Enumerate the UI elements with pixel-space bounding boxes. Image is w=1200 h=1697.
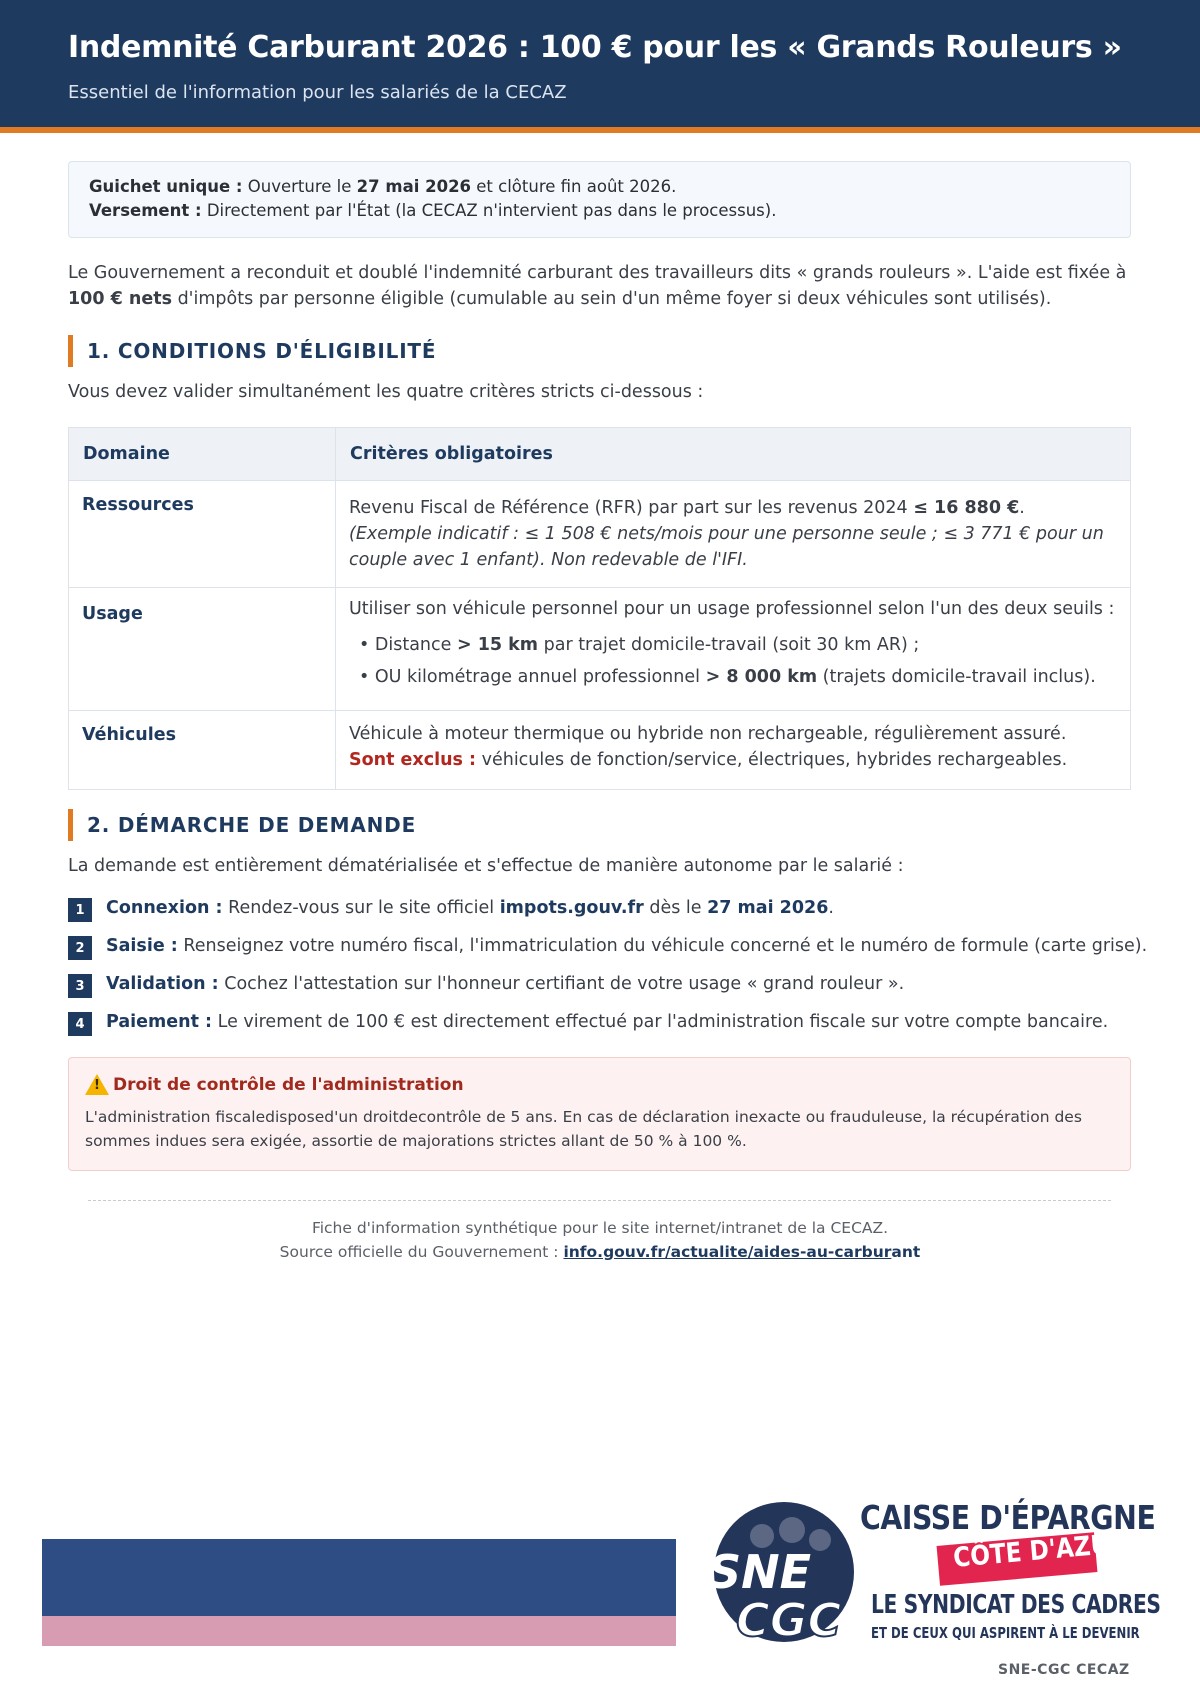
intro-paragraph — [68, 260, 1131, 312]
warning-icon: ! — [85, 1074, 109, 1095]
criteria-usage — [336, 588, 1131, 711]
list-item — [349, 629, 1117, 661]
step-number: 3 — [68, 974, 92, 998]
page-header — [0, 0, 1200, 133]
source-link[interactable]: info.gouv.fr/actualite/aides-au-carbur — [563, 1243, 892, 1261]
page-subtitle: Essentiel de l'information pour les salariés de la CECAZ — [68, 82, 567, 103]
redacted-signature-block — [42, 1539, 676, 1646]
column-header-criteria: Critères obligatoires — [336, 428, 1131, 481]
vehicules-text: Véhicule à moteur thermique ou hybride non rechargeable, régulièrement assuré. — [349, 724, 1067, 744]
usage-text: Utiliser son véhicule personnel pour un usage professionnel selon l'un des deux seuils : — [349, 599, 1115, 619]
domain-usage: Usage — [69, 588, 336, 711]
step-body-mid: dès le — [643, 898, 708, 918]
step-label: Paiement : — [106, 1012, 213, 1032]
intro-amount: 100 € nets — [68, 289, 173, 309]
table-row — [69, 481, 1131, 588]
versement-label: Versement : — [89, 201, 202, 220]
step-text — [106, 893, 834, 923]
step-label: Saisie : — [106, 936, 178, 956]
step-body: Le virement de 100 € est directement effectué par l'administration fiscale sur votre compte bancaire. — [212, 1012, 1109, 1032]
usage-b1-rest: par trajet domicile-travail (soit 30 km AR) ; — [538, 635, 920, 655]
versement-text: Directement par l'État (la CECAZ n'intervient pas dans le processus). — [201, 201, 777, 220]
footer-line-2 — [0, 1240, 1200, 1264]
ressources-period: . — [1019, 498, 1025, 518]
section-title-procedure: 2. DÉMARCHE DE DEMANDE — [68, 809, 416, 841]
procedure-lead: La demande est entièrement dématérialisée et s'effectue de manière autonome par le salarié : — [68, 856, 904, 876]
key-dates-box — [68, 161, 1131, 238]
table-row — [69, 711, 1131, 790]
step-label: Validation : — [106, 974, 219, 994]
criteria-ressources — [336, 481, 1131, 588]
list-item — [349, 661, 1117, 693]
criteria-table — [68, 427, 1131, 790]
logo-name: CAISSE D'ÉPARGNE — [860, 1498, 1156, 1537]
list-item — [68, 931, 1168, 969]
list-item — [68, 893, 1168, 931]
redaction-bar-blue — [42, 1539, 676, 1616]
usage-b1-threshold: > 15 km — [456, 635, 539, 655]
usage-b1-text: • Distance — [359, 635, 457, 655]
versement-line — [89, 199, 1110, 223]
guichet-date: 27 mai 2026 — [356, 177, 472, 196]
step-body: Rendez-vous sur le site officiel — [222, 898, 500, 918]
warning-title: Droit de contrôle de l'administration — [113, 1074, 464, 1095]
usage-bullets — [349, 629, 1117, 693]
criteria-vehicules — [336, 711, 1131, 790]
organization-name: SNE-CGC CECAZ — [998, 1662, 1130, 1678]
ressources-text: Revenu Fiscal de Référence (RFR) par part sur les revenus 2024 — [349, 498, 914, 518]
sne-cgc-emblem-icon — [700, 1492, 870, 1662]
redaction-bar-pink — [42, 1616, 676, 1646]
source-link-end: ant — [891, 1243, 921, 1261]
divider — [88, 1200, 1111, 1201]
page-title: Indemnité Carburant 2026 : 100 € pour les « Grands Rouleurs » — [68, 30, 1122, 65]
logo-mark-bottom: CGC — [736, 1593, 842, 1647]
step-number: 1 — [68, 898, 92, 922]
guichet-line — [89, 175, 1110, 199]
step-number: 4 — [68, 1012, 92, 1036]
step-body: Cochez l'attestation sur l'honneur certifiant de votre usage « grand rouleur ». — [218, 974, 905, 994]
usage-b2-threshold: > 8 000 km — [705, 667, 818, 687]
logo-tagline: LE SYNDICAT DES CADRES — [871, 1590, 1161, 1620]
table-header-row — [69, 428, 1131, 481]
usage-b2-rest: (trajets domicile-travail inclus). — [817, 667, 1096, 687]
official-site: impots.gouv.fr — [499, 898, 644, 918]
section-title-eligibility: 1. CONDITIONS D'ÉLIGIBILITÉ — [68, 335, 436, 367]
step-body: Renseignez votre numéro fiscal, l'immatriculation du véhicule concerné et le numéro de formule (carte grise). — [177, 936, 1148, 956]
logo-mark-top: SNE — [708, 1545, 812, 1599]
step-number: 2 — [68, 936, 92, 960]
logo-region: CÔTE D'AZUR — [952, 1527, 1129, 1574]
excluded-label: Sont exclus : — [349, 750, 477, 770]
step-text — [106, 969, 904, 999]
footer-line-1: Fiche d'information synthétique pour le site internet/intranet de la CECAZ. — [311, 1219, 889, 1237]
intro-text-end: d'impôts par personne éligible (cumulable au sein d'un même foyer si deux véhicules sont utilisés). — [172, 289, 1052, 309]
eligibility-lead: Vous devez valider simultanément les quatre critères stricts ci-dessous : — [68, 382, 704, 402]
list-item — [68, 969, 1168, 1007]
ressources-threshold: ≤ 16 880 € — [913, 498, 1020, 518]
domain-vehicules: Véhicules — [69, 711, 336, 790]
domain-ressources: Ressources — [69, 481, 336, 588]
step-text — [106, 1007, 1108, 1037]
footer-source-label: Source officielle du Gouvernement : — [279, 1243, 564, 1261]
warning-title-row — [85, 1074, 1114, 1095]
list-item — [68, 1007, 1168, 1045]
logo-tagline-sub: ET DE CEUX QUI ASPIRENT À LE DEVENIR — [871, 1624, 1140, 1642]
step-label: Connexion : — [106, 898, 223, 918]
usage-b2-text: • OU kilométrage annuel professionnel — [359, 667, 706, 687]
intro-text: Le Gouvernement a reconduit et doublé l'indemnité carburant des travailleurs dits « grands rouleurs ». L'aide est fixée à — [68, 263, 1127, 283]
guichet-text: Ouverture le — [242, 177, 357, 196]
sne-cgc-logo — [700, 1492, 1161, 1662]
warning-body: L'administration fiscaledisposed'un droitdecontrôle de 5 ans. En cas de déclaration inexacte ou frauduleuse, la récupération des sommes indues sera exigée, assortie de majorations strictes allant de 50 % à 100 %. — [85, 1108, 1082, 1150]
control-warning-box — [68, 1057, 1131, 1171]
step-text — [106, 931, 1147, 961]
procedure-steps — [68, 893, 1168, 1045]
guichet-label: Guichet unique : — [89, 177, 243, 196]
column-header-domain: Domaine — [69, 428, 336, 481]
excluded-text: véhicules de fonction/service, électriques, hybrides rechargeables. — [476, 750, 1068, 770]
footer-note — [0, 1216, 1200, 1264]
table-row — [69, 588, 1131, 711]
guichet-close: et clôture fin août 2026. — [471, 177, 677, 196]
opening-date: 27 mai 2026 — [707, 898, 829, 918]
ressources-example: (Exemple indicatif : ≤ 1 508 € nets/mois pour une personne seule ; ≤ 3 771 € pour un couple avec 1 enfant). Non redevable de l'IFI. — [349, 524, 1104, 570]
step-body-end: . — [828, 898, 834, 918]
